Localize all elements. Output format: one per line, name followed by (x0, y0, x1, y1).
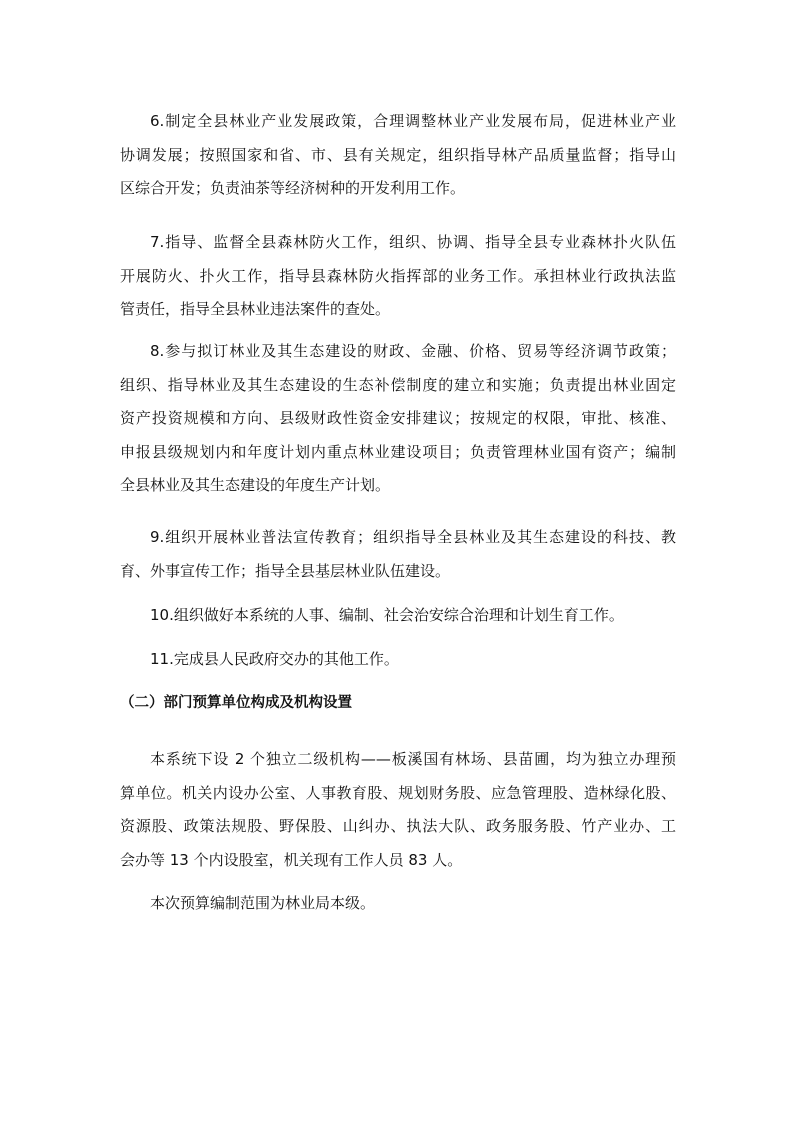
text-line: 6.制定全县林业产业发展政策，合理调整林业产业发展布局，促进林业产业 (150, 112, 676, 130)
text-line: 组织、指导林业及其生态建设的生态补偿制度的建立和实施；负责提出林业固定 (120, 375, 676, 394)
paragraph-item-7 (120, 226, 676, 327)
text-line: 申报县级规划内和年度计划内重点林业建设项目；负责管理林业国有资产；编制 (120, 442, 676, 461)
text-line: 区综合开发；负责油茶等经济树种的开发利用工作。 (120, 179, 466, 197)
text-line: 8.参与拟订林业及其生态建设的财政、金融、价格、贸易等经济调节政策； (150, 342, 676, 360)
paragraph-item-6 (120, 105, 676, 206)
paragraph-item-10 (120, 599, 676, 633)
paragraph-organization (120, 743, 676, 877)
paragraph-budget-scope (120, 887, 676, 921)
text-line: 算单位。机关内设办公室、人事教育股、规划财务股、应急管理股、造林绿化股、 (120, 783, 676, 802)
text-line: 11.完成县人民政府交办的其他工作。 (150, 650, 399, 668)
text-line: 本系统下设 2 个独立二级机构——板溪国有林场、县苗圃，均为独立办理预 (150, 750, 676, 768)
text-line: 育、外事宣传工作；指导全县基层林业队伍建设。 (120, 561, 451, 580)
section-heading (120, 687, 676, 721)
text-line: 开展防火、扑火工作，指导县森林防火指挥部的业务工作。承担林业行政执法监 (120, 266, 676, 285)
text-line: 10.组织做好本系统的人事、编制、社会治安综合治理和计划生育工作。 (150, 606, 624, 624)
text-line: 本次预算编制范围为林业局本级。 (150, 894, 376, 912)
section-heading-text: （二）部门预算单位构成及机构设置 (120, 695, 352, 711)
text-line: 7.指导、监督全县森林防火工作，组织、协调、指导全县专业森林扑火队伍 (150, 233, 676, 251)
text-line: 会办等 13 个内设股室，机关现有工作人员 83 人。 (120, 850, 463, 869)
text-line: 资产投资规模和方向、县级财政性资金安排建议；按规定的权限，审批、核准、 (120, 409, 676, 427)
text-line: 协调发展；按照国家和省、市、县有关规定，组织指导林产品质量监督；指导山 (120, 145, 676, 164)
paragraph-item-8 (120, 335, 676, 503)
paragraph-item-9 (120, 521, 676, 588)
text-line: 管责任，指导全县林业违法案件的查处。 (120, 300, 391, 318)
text-line: 9.组织开展林业普法宣传教育；组织指导全县林业及其生态建设的科技、教 (150, 528, 676, 546)
text-line: 资源股、政策法规股、野保股、山纠办、执法大队、政务服务股、竹产业办、工 (120, 817, 676, 835)
text-line: 全县林业及其生态建设的年度生产计划。 (120, 476, 391, 494)
paragraph-item-11 (120, 643, 676, 677)
